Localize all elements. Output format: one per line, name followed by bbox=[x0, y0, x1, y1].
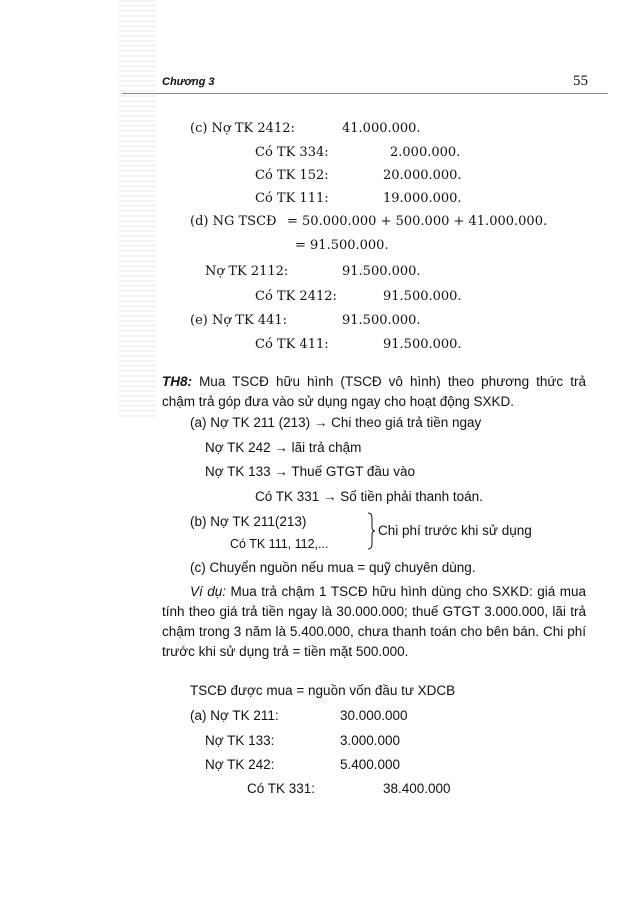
entry-label: Nợ TK 2112: bbox=[205, 264, 289, 279]
page-number: 55 bbox=[573, 73, 588, 89]
chapter-label: Chương 3 bbox=[162, 76, 215, 88]
example-entry-label: Nợ TK 242: bbox=[205, 757, 275, 772]
entry-value: = 91.500.000. bbox=[295, 238, 389, 253]
th8-line-c: (c) Chuyển nguồn nếu mua = quỹ chuyên dùng. bbox=[190, 560, 476, 575]
entry-value: 91.500.000. bbox=[383, 337, 462, 352]
entry-value: = 50.000.000 + 500.000 + 41.000.000. bbox=[287, 214, 548, 229]
entry-value: 19.000.000. bbox=[383, 191, 462, 206]
th8-line-a4: Có TK 331 → Số tiền phải thanh toán. bbox=[255, 489, 483, 504]
th8-line-a2: Nợ TK 242 → lãi trả chậm bbox=[205, 440, 362, 455]
th8-text: Mua TSCĐ hữu hình (TSCĐ vô hình) theo phương thức trả chậm trả góp đưa vào sử dụng ngay cho hoạt động SXKD. bbox=[162, 374, 586, 409]
scan-shadow bbox=[118, 0, 156, 420]
entry-label: Có TK 152: bbox=[255, 168, 329, 183]
entry-value: 91.500.000. bbox=[342, 313, 421, 328]
entry-value: 2.000.000. bbox=[390, 145, 461, 160]
entry-value: 20.000.000. bbox=[383, 168, 462, 183]
entry-label: Có TK 2412: bbox=[255, 289, 337, 304]
entry-label: (c) Nợ TK 2412: bbox=[190, 121, 295, 136]
th8-line-b2: Có TK 111, 112,... bbox=[230, 537, 329, 551]
example-entry-label: Có TK 331: bbox=[247, 781, 316, 796]
th8-paragraph bbox=[162, 372, 586, 412]
example-paragraph bbox=[162, 582, 586, 662]
example-entry-label: Nợ TK 133: bbox=[205, 733, 275, 748]
example-entry-value: 30.000.000 bbox=[340, 708, 408, 723]
example-label: Ví dụ: bbox=[190, 584, 227, 599]
example-source: TSCĐ được mua = nguồn vốn đầu tư XDCB bbox=[190, 683, 456, 698]
entry-label: (e) Nợ TK 441: bbox=[190, 313, 288, 328]
entry-label: Có TK 111: bbox=[255, 191, 329, 206]
th8-line-a1: (a) Nợ TK 211 (213) → Chi theo giá trả tiền ngay bbox=[190, 415, 482, 430]
entry-label: Có TK 334: bbox=[255, 145, 329, 160]
header-rule bbox=[122, 93, 608, 94]
th8-brace-note: Chi phí trước khi sử dụng bbox=[378, 523, 532, 538]
example-entry-label: (a) Nợ TK 211: bbox=[190, 708, 279, 723]
entry-value: 91.500.000. bbox=[342, 264, 421, 279]
example-entry-value: 3.000.000 bbox=[340, 733, 401, 748]
page-header bbox=[162, 73, 588, 92]
example-text: Mua trả chậm 1 TSCĐ hữu hình dùng cho SXKD: giá mua tính theo giá trả tiền ngay là 30.000.000; thuế GTGT 3.000.000, lãi trả chậm trong 3 năm là 5.400.000, chưa thanh toán cho bên bán. Chi phí trước khi sử dụng trả = tiền mặt 500.000. bbox=[162, 584, 586, 659]
entry-label: (d) NG TSCĐ bbox=[190, 214, 277, 229]
th8-label: TH8: bbox=[162, 374, 192, 389]
example-entry-value: 38.400.000 bbox=[383, 781, 451, 796]
brace-icon bbox=[366, 512, 376, 550]
entry-label: Có TK 411: bbox=[255, 337, 329, 352]
entry-value: 91.500.000. bbox=[383, 289, 462, 304]
th8-line-a3: Nợ TK 133 → Thuế GTGT đầu vào bbox=[205, 464, 415, 479]
entry-value: 41.000.000. bbox=[342, 121, 421, 136]
th8-line-b1: (b) Nợ TK 211(213) bbox=[190, 514, 307, 529]
example-entry-value: 5.400.000 bbox=[340, 757, 401, 772]
